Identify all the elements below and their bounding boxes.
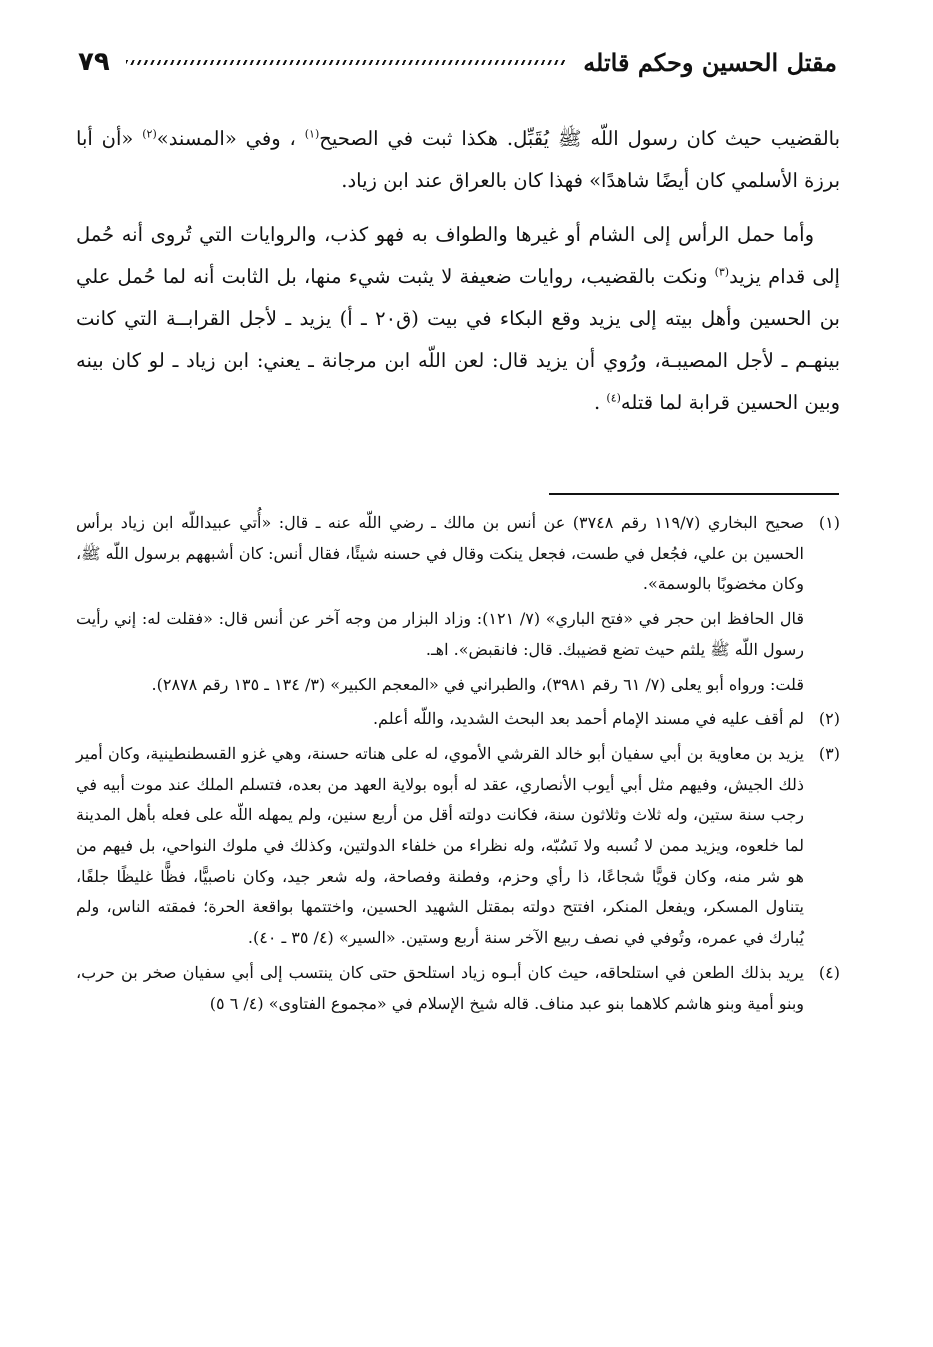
footnote-1-continuation: قال الحافظ ابن حجر في «فتح الباري» (٧/ ١٢١): وزاد البزار من وجه آخر عن أنس قال: «فقلت له: إني رأيت رسول اللّه ﷺ يلثم حيث تضع قضيبك. قال: فانقبض». اهـ.	[76, 609, 804, 659]
footnote-text: يزيد بن معاوية بن أبي سفيان أبو خالد القرشي الأموي، له على هناته حسنة، وهي غزو القسطنطينية، وكان أمير ذلك الجيش، وفيهم مثل أبي أيوب الأنصاري، عقد له أبوه بولاية العهد من بعده، فتسلم الملك عند موت أبيه في رجب سنة ستين، وله ثلاث وثلاثون سنة، فكانت دولته أقل من أربع سنين، ولم يمهله اللّه على فعله بأهل المدينة لما خلعوه، ويزيد ممن لا نُسبه ولا نَسُبّه، وله نظراء من خلفاء الدولتين، وكذلك في ملوك النواحي، بل فيهم من هو شر منه، وكان قويًّا شجاعًا، ذا رأي وحزم، وفطنة وفصاحة، وله شعر جيد، وكان ناصبيًّا، فظًّا غليظًا جلفًا، يتناول المسكر، ويفعل المنكر، افتتح دولته بمقتل الشهيد الحسين، واختتمها بواقعة الحرة؛ فمقته الناس، ولم يُبارك في عمره، وتُوفي في نصف ربيع الآخر سنة أربع وستين. «السير» (٤/ ٣٥ ـ ٤٠).	[76, 743, 804, 948]
footnote-ref-4: (٤)	[606, 391, 621, 405]
footnote-number: (٤)	[818, 962, 841, 982]
footnote-number: (٣)	[818, 743, 840, 763]
body-paragraph-1	[76, 118, 840, 202]
page-number: ٧٩	[78, 47, 110, 77]
text-run: .	[593, 391, 607, 414]
footnote-2	[76, 704, 840, 735]
footnotes	[76, 508, 840, 1023]
footnote-1	[76, 508, 840, 600]
text-run: ، وفي «المسند»	[156, 127, 305, 150]
footnote-number: (١)	[818, 513, 841, 532]
footnote-ref-3: (٣)	[714, 265, 730, 279]
footnote-separator	[549, 493, 839, 495]
footnote-4	[76, 958, 840, 1019]
text-run: وأما حمل الرأس إلى الشام أو غيرها والطواف به فهو كذب، والروايات التي تُروى أنه حُمل إلى قدام يزيد	[76, 223, 840, 288]
text-run: ونكت بالقضيب، روايات ضعيفة لا يثبت شيء منها، بل الثابت أنه لما حُمل علي بن الحسين وأهل بيته إلى يزيد وقع البكاء في بيت (ق٢٠ ـ أ) يزيد ـ لأجل القرابــة التي كانت بينهـم ـ لأجل المصيبـة، ورُوي أن يزيد قال: لعن اللّه ابن مرجانة ـ يعني: ابن زياد ـ لو كان بينه وبين الحسين قرابة لما قتله	[76, 265, 840, 414]
header-rule	[126, 60, 567, 65]
footnote-ref-2: (٢)	[142, 127, 157, 141]
main-text	[76, 118, 840, 436]
running-title: مقتل الحسين وحكم قاتله	[583, 47, 837, 77]
footnote-text: يريد بذلك الطعن في استلحاقه، حيث كان أبـوه زياد استلحق حتى كان ينتسب إلى أبي سفيان صخر بن حرب، وبنو أمية وبنو هاشم كلاهما بنو عبد مناف. قاله شيخ الإسلام في «مجموع الفتاوى» (٤/ ٦ ٥)	[76, 962, 805, 1013]
page-header	[78, 40, 837, 84]
footnote-1-continuation: قلت: ورواه أبو يعلى (٧/ ٦١ رقم ٣٩٨١)، والطبراني في «المعجم الكبير» (٣/ ١٣٤ ـ ١٣٥ رقم ٢٨٧٨).	[151, 674, 804, 694]
body-paragraph-2	[76, 214, 840, 424]
footnote-ref-1: (١)	[304, 127, 320, 141]
footnote-text: لم أقف عليه في مسند الإمام أحمد بعد البحث الشديد، واللّه أعلم.	[372, 709, 804, 729]
text-run: بالقضيب حيث كان رسول اللّه ﷺ يُقَبِّل. هكذا ثبت في الصحيح	[319, 127, 840, 150]
footnote-number: (٢)	[818, 709, 840, 729]
footnote-text: صحيح البخاري (١١٩/٧ رقم ٣٧٤٨) عن أنس بن مالك ـ رضي اللّه عنه ـ قال: «أُتي عبيداللّه ابن زياد برأس الحسين بن علي، فجُعل في طست، فجعل ينكت وقال في حسنه شيئًا، فقال أنس: كان أشبههم برسول اللّه ﷺ، وكان مخضوبًا بالوسمة».	[76, 513, 805, 594]
text-run: «أن أبا برزة الأسلمي كان أيضًا شاهدًا» فهذا كان بالعراق عند ابن زياد.	[76, 127, 840, 192]
footnote-3	[76, 739, 840, 954]
